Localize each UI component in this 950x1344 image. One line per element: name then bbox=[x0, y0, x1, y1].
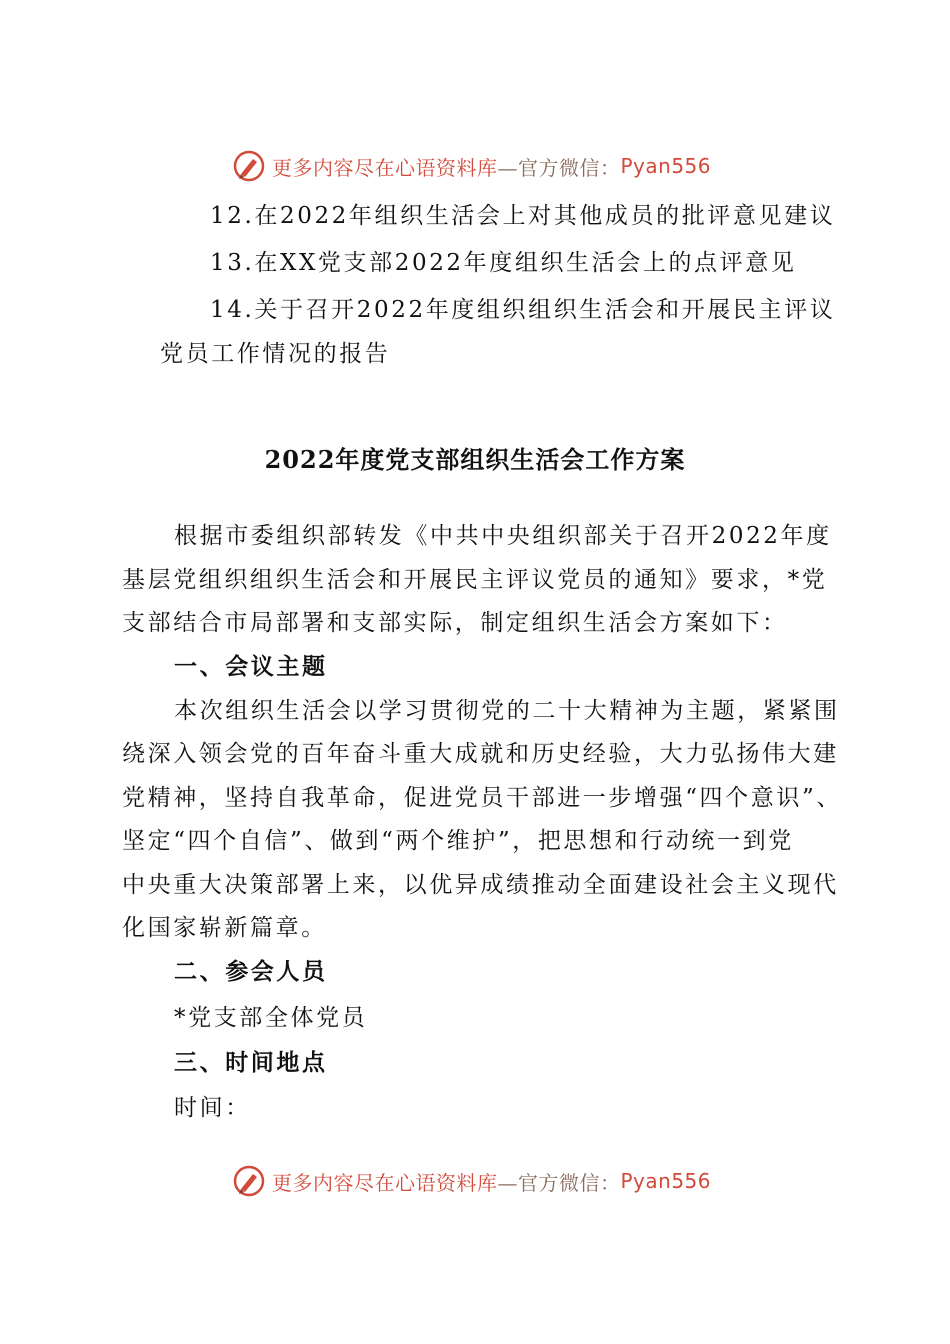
list-item-14-line2: 党员工作情况的报告 bbox=[160, 341, 391, 367]
section2-heading: 二、参会人员 bbox=[174, 958, 328, 985]
intro-line-2: 基层党组织组织生活会和开展民主评议党员的通知》要求，*党 bbox=[122, 567, 828, 593]
list-item-13: 13.在XX党支部2022年度组织生活会上的点评意见 bbox=[210, 250, 797, 276]
pen-logo-icon bbox=[232, 1164, 266, 1198]
pen-logo-icon bbox=[232, 149, 266, 183]
section3-time-label: 时间： bbox=[174, 1095, 251, 1121]
watermark-brand: 更多内容尽在心语资料库 bbox=[272, 155, 498, 180]
watermark-account: Pyan556 bbox=[620, 154, 712, 178]
intro-line-1: 根据市委组织部转发《中共中央组织部关于召开2022年度 bbox=[174, 523, 832, 549]
document-title: 2022年度党支部组织生活会工作方案 bbox=[264, 445, 686, 474]
section3-heading: 三、时间地点 bbox=[174, 1049, 328, 1076]
section1-line-6: 化国家崭新篇章。 bbox=[122, 915, 327, 941]
list-item-14-line1: 14.关于召开2022年度组织组织生活会和开展民主评议 bbox=[210, 297, 836, 323]
list-item-12: 12.在2022年组织生活会上对其他成员的批评意见建议 bbox=[210, 203, 836, 229]
watermark-bottom bbox=[232, 1161, 752, 1201]
section1-line-1: 本次组织生活会以学习贯彻党的二十大精神为主题，紧紧围 bbox=[174, 698, 840, 724]
section1-line-4: 坚定“四个自信”、做到“两个维护”，把思想和行动统一到党 bbox=[122, 828, 794, 854]
watermark-label: —官方微信： bbox=[497, 155, 621, 180]
section2-text: *党支部全体党员 bbox=[174, 1005, 368, 1031]
watermark-label: —官方微信： bbox=[497, 1170, 621, 1195]
watermark-account: Pyan556 bbox=[620, 1169, 712, 1193]
watermark-brand: 更多内容尽在心语资料库 bbox=[272, 1170, 498, 1195]
section1-line-2: 绕深入领会党的百年奋斗重大成就和历史经验，大力弘扬伟大建 bbox=[122, 741, 839, 767]
watermark-top bbox=[232, 146, 752, 186]
section1-line-5: 中央重大决策部署上来，以优异成绩推动全面建设社会主义现代 bbox=[122, 872, 839, 898]
intro-line-3: 支部结合市局部署和支部实际，制定组织生活会方案如下： bbox=[122, 610, 788, 636]
section1-line-3: 党精神，坚持自我革命，促进党员干部进一步增强“四个意识”、 bbox=[122, 785, 842, 811]
section1-heading: 一、会议主题 bbox=[174, 653, 328, 680]
